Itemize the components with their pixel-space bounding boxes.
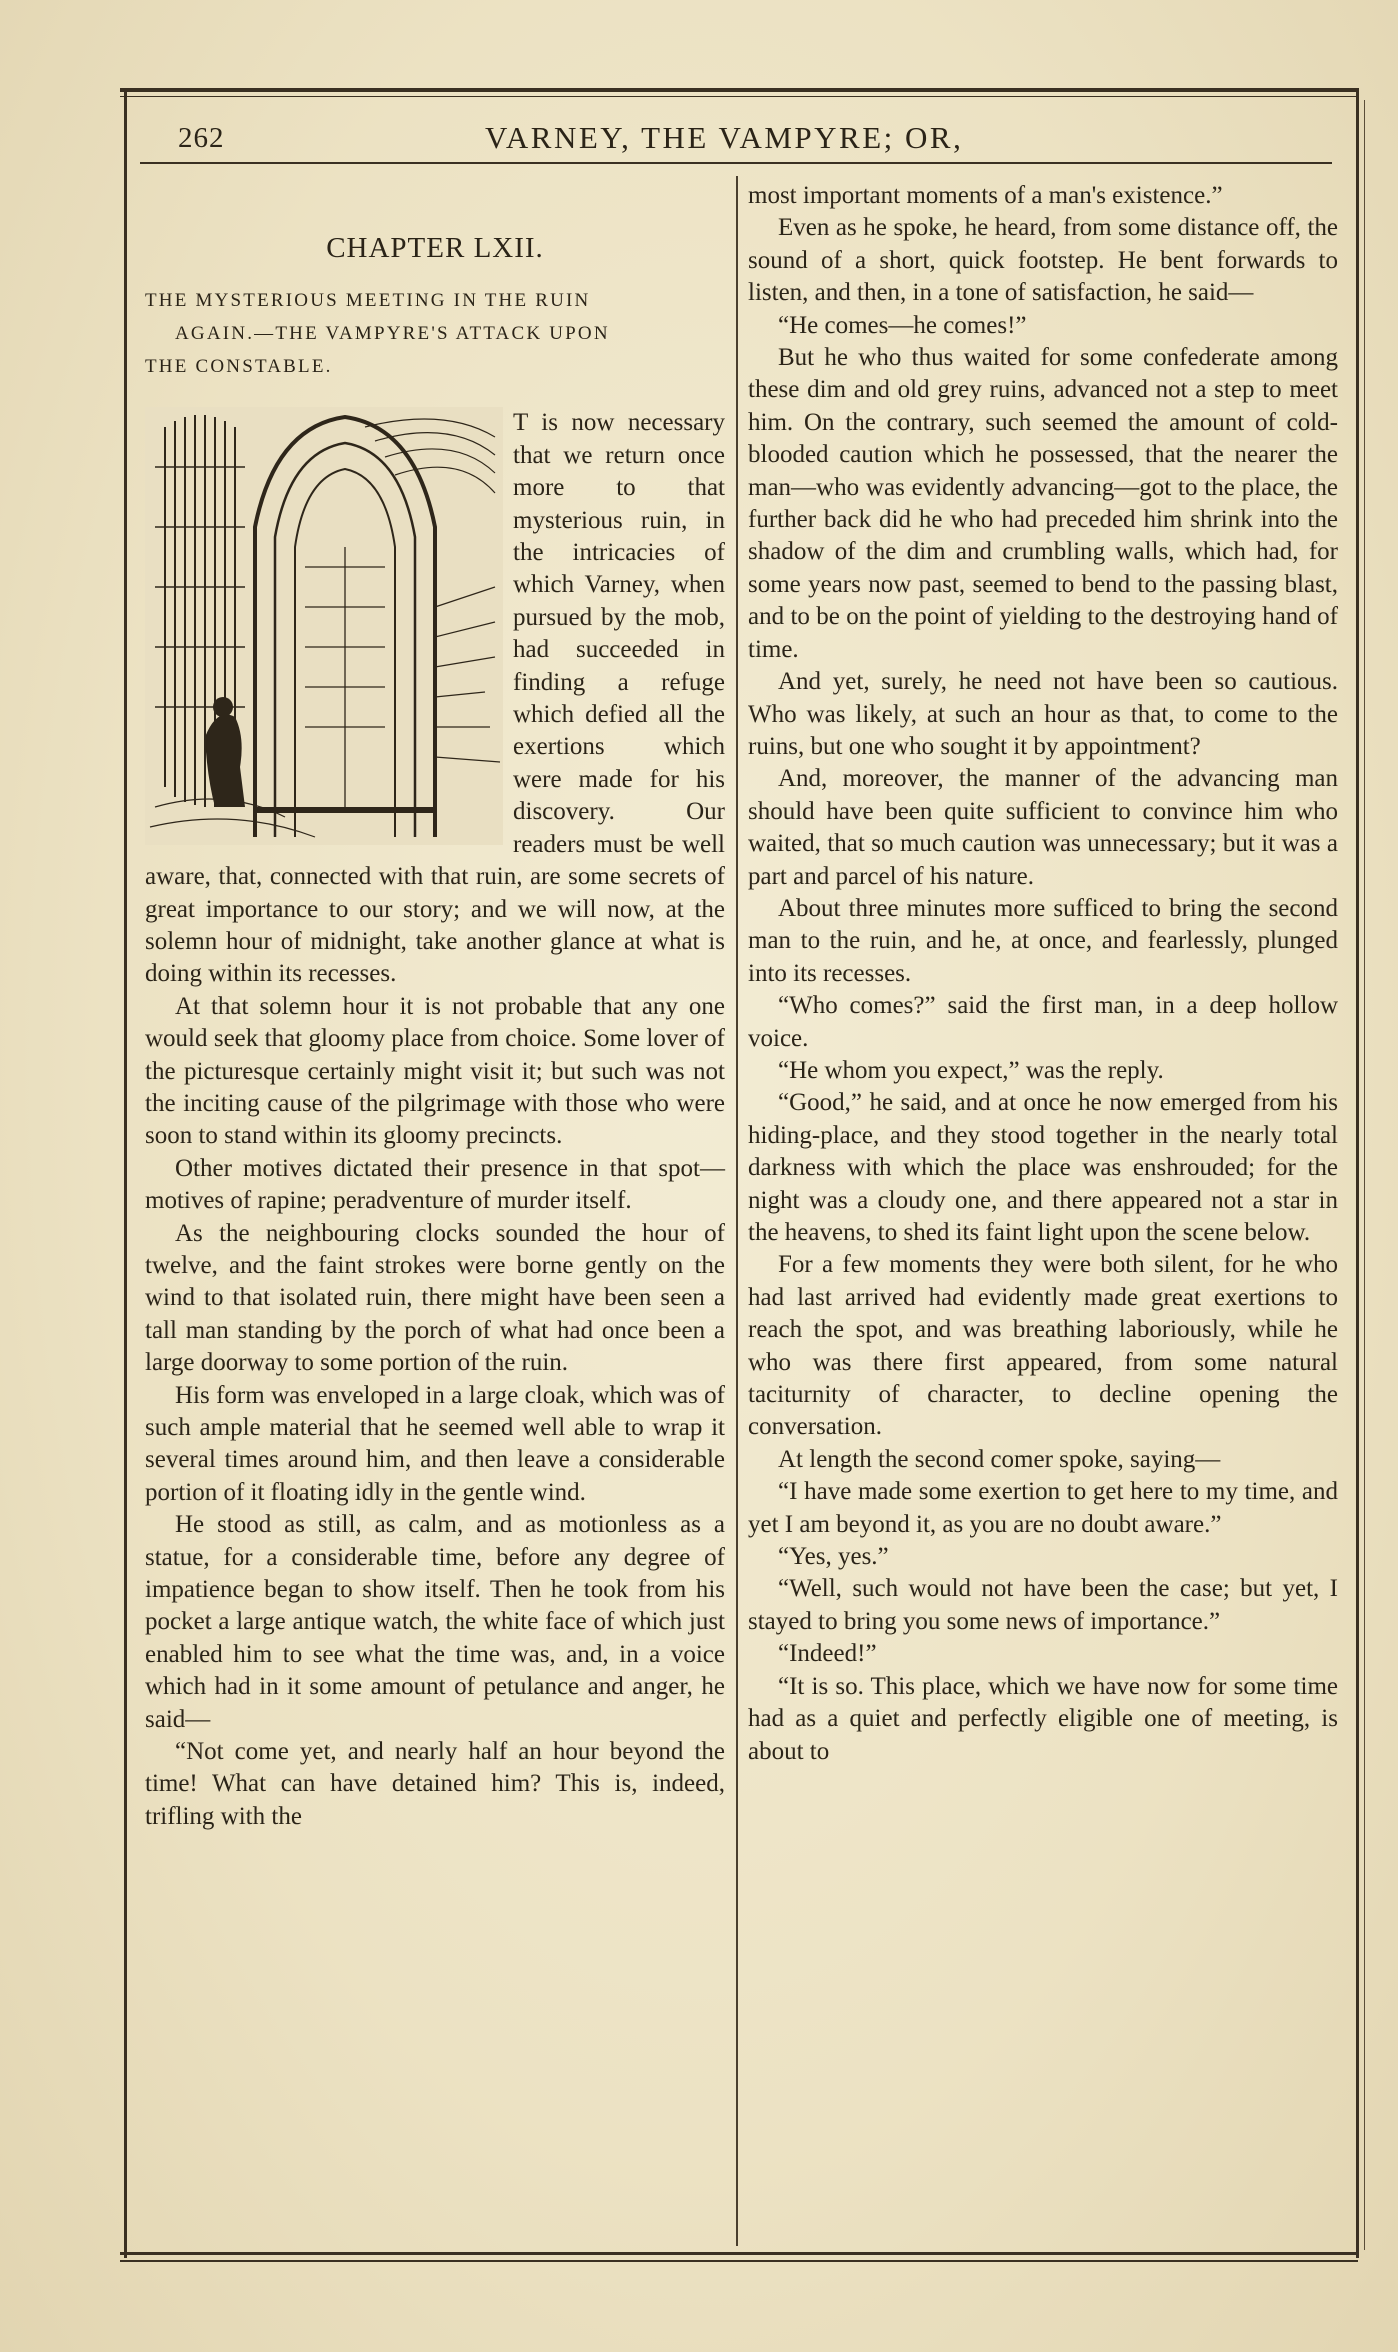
running-header xyxy=(150,112,1350,162)
left-border-rule xyxy=(124,88,127,2258)
paragraph: At that solemn hour it is not probable that any one would seek that gloomy place from choice. Some lover of the picturesque certainly might visit it; but such was not the inciting cause of the pilgrimage with those who were soon to stand within its gloomy precincts. xyxy=(145,992,725,1150)
right-column xyxy=(748,180,1338,1768)
chapter-description xyxy=(145,284,725,383)
paragraph: But he who thus waited for some confederate among these dim and old grey ruins, advanced not a step to meet him. On the contrary, such seemed the amount of cold-blooded caution which he possessed, that the nearer the man—who was evidently advancing—got to the place, the further back did he who had preceded him shrink into the shadow of the dim and crumbling walls, which had, for some years now past, seemed to bend to the passing blast, and to be on the point of yielding to the destroying hand of time. xyxy=(748,344,1338,663)
paragraph: About three minutes more sufficed to bring the second man to the ruin, and he, at once, and fearlessly, plunged into its recesses. xyxy=(748,894,1338,987)
top-border-rule xyxy=(120,88,1358,92)
paragraph: “Not come yet, and nearly half an hour beyond the time! What can have detained him? This is, indeed, trifling with the xyxy=(145,1738,725,1830)
paragraph: “Well, such would not have been the case; but yet, I stayed to bring you some news of importance.” xyxy=(748,1575,1338,1635)
paragraph: For a few moments they were both silent, for he who had last arrived had evidently made great exertions to reach the spot, and was breathing laboriously, while he who was there first appeared, from some natural taciturnity of character, to decline opening the conversation. xyxy=(748,1251,1338,1441)
page-number: 262 xyxy=(178,122,225,154)
bottom-border-thin-rule xyxy=(120,2260,1358,2262)
right-border-rule xyxy=(1356,88,1359,2258)
paragraph: “He whom you expect,” was the reply. xyxy=(778,1056,1164,1084)
paragraph: “He comes—he comes!” xyxy=(778,311,1027,339)
chapter-description-line: AGAIN.—THE VAMPYRE'S ATTACK UPON xyxy=(175,323,610,345)
top-border-thin-rule xyxy=(120,96,1358,97)
paragraph: And yet, surely, he need not have been so cautious. Who was likely, at such an hour as that, to come to the ruins, but one who sought it by appointment? xyxy=(748,668,1338,760)
running-title: VARNEY, THE VAMPYRE; OR, xyxy=(485,120,964,155)
paragraph: At length the second comer spoke, saying— xyxy=(778,1445,1221,1473)
paragraph: He stood as still, as calm, and as motionless as a statue, for a considerable time, before any degree of impatience began to show itself. Then he took from his pocket a large antique watch, the white face of which just enabled him to see what the time was, and, in a voice which had in it some amount of petulance and anger, he said— xyxy=(145,1511,725,1733)
paragraph: T is now necessary that we return once more to that mysterious ruin, in the intricacies of which Varney, when pursued by the mob, had succeeded in finding a refuge which defied all the exertions which were made for his discovery. Our readers must be well aware, that, connected with that ruin, are some secrets of great importance to our story; and we will now, at the solemn hour of midnight, take another glance at what is doing within its recesses. xyxy=(145,409,725,988)
chapter-description-line: THE MYSTERIOUS MEETING IN THE RUIN xyxy=(145,290,591,312)
paragraph: “Yes, yes.” xyxy=(778,1543,889,1571)
paragraph: “Good,” he said, and at once he now emerged from his hiding-place, and they stood together in the nearly total darkness with which the place was enshrouded; for the night was a cloudy one, and there appeared not a star in the heavens, to shed its faint light upon the scene below. xyxy=(748,1089,1338,1246)
ruin-doorway-engraving-icon xyxy=(145,407,503,845)
chapter-title: CHAPTER LXII. xyxy=(326,232,544,264)
right-border-thin-rule xyxy=(1364,100,1365,2250)
paragraph: Other motives dictated their presence in that spot—motives of rapine; peradventure of murder itself. xyxy=(145,1154,725,1215)
bottom-border-rule xyxy=(120,2252,1358,2255)
paragraph: His form was enveloped in a large cloak, which was of such ample material that he seemed well able to wrap it several times around him, and then leave a considerable portion of it floating idly in the gentle wind. xyxy=(145,1381,725,1506)
chapter-description-line: THE CONSTABLE. xyxy=(145,356,333,378)
paragraph: “I have made some exertion to get here to my time, and yet I am beyond it, as you are no doubt aware.” xyxy=(748,1478,1338,1538)
paragraph: “It is so. This place, which we have now for some time had as a quiet and perfectly eligible one of meeting, is about to xyxy=(748,1672,1338,1765)
header-rule xyxy=(140,162,1332,164)
paragraph: As the neighbouring clocks sounded the hour of twelve, and the faint strokes were borne gently on the wind to that isolated ruin, there might have been seen a tall man standing by the porch of what had once been a large doorway to some portion of the ruin. xyxy=(145,1219,725,1377)
column-divider xyxy=(736,176,738,2246)
paragraph: most important moments of a man's existence.” xyxy=(748,182,1223,209)
paragraph: Even as he spoke, he heard, from some distance off, the sound of a short, quick footstep. He bent forwards to listen, and then, in a tone of satisfaction, he said— xyxy=(748,214,1338,307)
paragraph: “Who comes?” said the first man, in a deep hollow voice. xyxy=(748,992,1338,1052)
paragraph: And, moreover, the manner of the advancing man should have been quite sufficient to convince him who waited, that so much caution was unnecessary; but it was a part and parcel of his nature. xyxy=(748,765,1338,890)
paragraph: “Indeed!” xyxy=(778,1640,877,1668)
left-column xyxy=(145,180,725,1833)
